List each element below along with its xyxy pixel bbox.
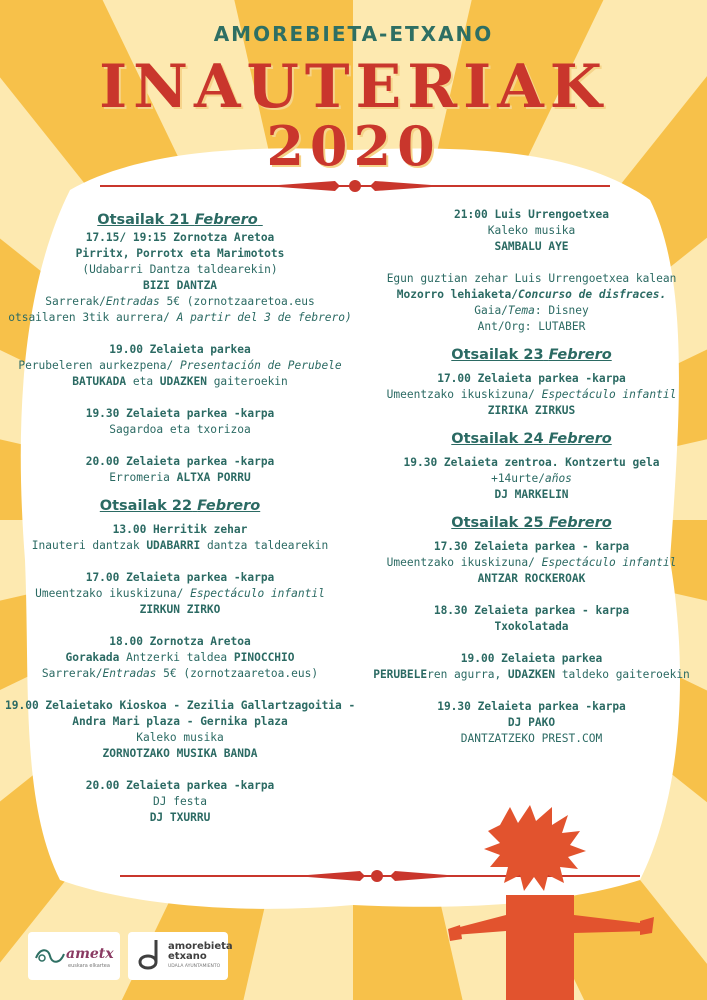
ametx-swirl-icon [34, 946, 66, 966]
event-time: 17.15/ 19:15 Zornotza Aretoa [85, 231, 275, 244]
event-text: Txokolatada [494, 620, 569, 633]
event-time: 13.00 Herritik zehar [112, 523, 248, 536]
event-text: Perubeleren aurkezpena/ Presentación de Perubele [18, 359, 342, 372]
event-text: Mozorro lehiaketa/Concurso de disfraces. [396, 288, 667, 301]
event-year: 2020 [266, 114, 441, 178]
event-time: 17.30 Zelaieta parkea - karpa [433, 540, 630, 553]
event-time: 19.00 Zelaietako Kioskoa - Zezilia Gallartzagoitia - [5, 699, 356, 712]
event-text: Sarrerak/Entradas 5€ (zornotzaaretoa.eus) [41, 667, 319, 680]
event-performer: SAMBALU AYE [494, 240, 569, 253]
amorebieta-wordmark: amorebieta etxano [168, 941, 233, 962]
event-text: Umeentzako ikuskizuna/ Espectáculo infantil [386, 388, 677, 401]
event-time: 18.00 Zornotza Aretoa [109, 635, 251, 648]
day-heading-25: Otsailak 25 Febrero [451, 515, 612, 531]
event-text: Egun guztian zehar Luis Urrengoetxea kalean [386, 272, 677, 285]
event-text: Gorakada Antzerki taldea PINOCCHIO [65, 651, 295, 664]
day-heading-23: Otsailak 23 Febrero [451, 347, 612, 363]
event-text: Kaleko musika [487, 224, 576, 237]
event-text: Umeentzako ikuskizuna/ Espectáculo infantil [386, 556, 677, 569]
event-text: DJ festa [153, 795, 207, 808]
event-time: 20.00 Zelaieta parkea -karpa [85, 455, 275, 468]
event-performer: ZIRKUN ZIRKO [139, 603, 221, 616]
event-time: 18.30 Zelaieta parkea - karpa [433, 604, 630, 617]
event-time: 20.00 Zelaieta parkea -karpa [85, 779, 275, 792]
event-text: Andra Mari plaza - Gernika plaza [72, 715, 288, 728]
event-time: 19.30 Zelaieta parkea -karpa [85, 407, 275, 420]
event-performer: ZIRIKA ZIRKUS [487, 404, 576, 417]
ametx-subtitle: euskara elkartea [68, 963, 110, 969]
event-text: +14urte/años [491, 472, 572, 485]
event-time: 19.30 Zelaieta zentroa. Kontzertu gela [403, 456, 660, 469]
event-performer: BIZI DANTZA [142, 279, 218, 292]
event-time: 17.00 Zelaieta parkea -karpa [85, 571, 275, 584]
day-heading-24: Otsailak 24 Febrero [451, 431, 612, 447]
event-text: otsailaren 3tik aurrera/ A partir del 3 de febrero) [8, 311, 352, 324]
event-text: DANTZATZEKO PREST.COM [460, 732, 603, 745]
event-time: 21:00 Luis Urrengoetxea [454, 208, 609, 221]
event-performer: DJ PAKO [507, 716, 556, 729]
event-text: Umeentzako ikuskizuna/ Espectáculo infantil [35, 587, 325, 600]
event-text: Sagardoa eta txorizoa [109, 423, 251, 436]
amorebieta-etxano-logo [128, 932, 233, 980]
event-text: Sarrerak/Entradas 5€ (zornotzaaretoa.eus [45, 295, 315, 308]
event-performer: DJ TXURRU [149, 811, 211, 824]
event-text: Gaia/Tema: Disney [474, 304, 589, 317]
scarecrow-illustration [440, 805, 707, 1000]
event-title: INAUTERIAK [99, 52, 608, 122]
event-time: 17.00 Zelaieta parkea -karpa [437, 372, 626, 385]
event-text: Inauteri dantzak UDABARRI dantza taldearekin [31, 539, 329, 552]
event-text: (Udabarri Dantza taldearekin) [82, 263, 278, 276]
event-text: Pirritx, Porrotx eta Marimotots [75, 247, 285, 260]
amorebieta-emblem-icon [136, 938, 164, 974]
event-performer: ZORNOTZAKO MUSIKA BANDA [102, 747, 258, 760]
event-text: BATUKADA eta UDAZKEN gaiteroekin [72, 375, 288, 388]
schedule-right-column [360, 207, 703, 747]
event-text: PERUBELEren agurra, UDAZKEN taldeko gaiteroekin [373, 668, 690, 681]
event-performer: ANTZAR ROCKEROAK [477, 572, 586, 585]
town-name: AMOREBIETA-ETXANO [213, 22, 494, 46]
event-performer: DJ MARKELIN [494, 488, 569, 501]
ametx-logo [28, 932, 120, 980]
amorebieta-subtitle: UDALA AYUNTAMIENTO [168, 964, 221, 969]
title-divider-ornament [100, 176, 610, 196]
ametx-wordmark: ametx [66, 946, 114, 962]
event-text: Ant/Org: LUTABER [477, 320, 586, 333]
schedule-left-column [5, 210, 355, 826]
event-text: Erromeria ALTXA PORRU [109, 471, 251, 484]
event-time: 19.30 Zelaieta parkea -karpa [437, 700, 626, 713]
day-heading-22: Otsailak 22 Febrero [99, 498, 261, 514]
event-text: Kaleko musika [136, 731, 224, 744]
event-time: 19.00 Zelaieta parkea [109, 343, 251, 356]
event-time: 19.00 Zelaieta parkea [460, 652, 603, 665]
day-heading-21: Otsailak 21 Febrero [97, 212, 258, 228]
